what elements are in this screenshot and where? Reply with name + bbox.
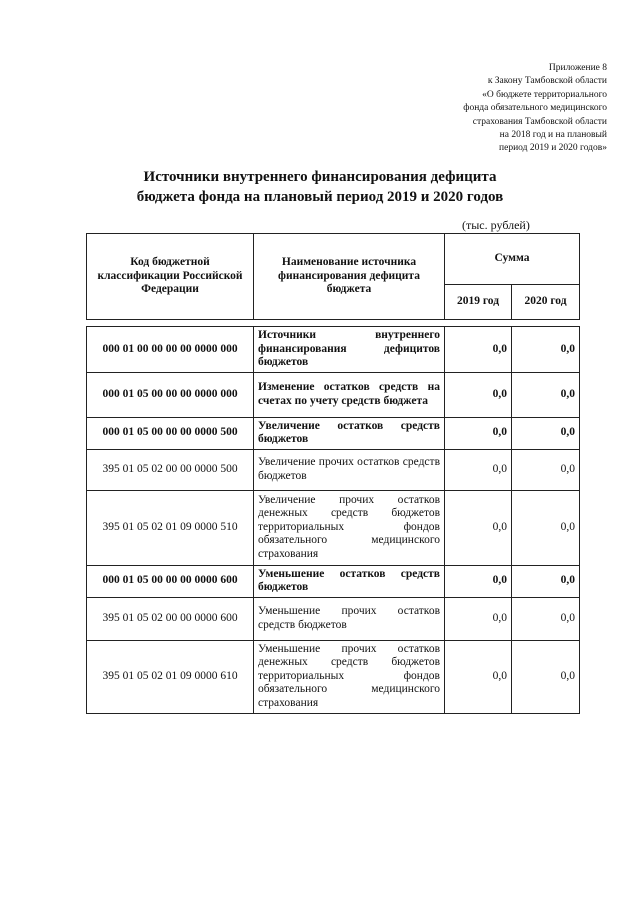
row-value-2019: 0,0 [445,640,512,713]
row-code: 000 01 05 00 00 00 0000 500 [87,417,254,449]
table-row [87,327,580,373]
appendix-line: на 2018 год и на плановый [499,130,607,141]
table-row [87,640,580,713]
header-sum: Сумма [445,234,580,285]
title-line-1: Источники внутреннего финансирования дефицита [143,169,497,185]
appendix-line: «О бюджете территориального [482,89,607,100]
row-value-2020: 0,0 [512,327,580,373]
row-value-2020: 0,0 [512,597,580,640]
table-spacer [87,320,580,327]
table-row [87,597,580,640]
table-row [87,490,580,565]
table-row [87,417,580,449]
appendix-line: период 2019 и 2020 годов» [499,143,607,154]
row-value-2019: 0,0 [445,417,512,449]
table-row [87,372,580,417]
row-code: 395 01 05 02 01 09 0000 610 [87,640,254,713]
row-value-2019: 0,0 [445,449,512,490]
table-row [87,449,580,490]
row-value-2020: 0,0 [512,449,580,490]
row-value-2019: 0,0 [445,565,512,597]
row-name: Увеличение прочих остатков денежных средств бюджетов территориальных фондов обязательного медицинского страхования [254,490,445,565]
document-title [0,167,640,207]
row-name: Увеличение остатков средств бюджетов [254,417,445,449]
appendix-line: страхования Тамбовской области [472,116,607,127]
appendix-note [397,62,607,156]
row-code: 395 01 05 02 01 09 0000 510 [87,490,254,565]
row-name: Уменьшение прочих остатков средств бюджетов [254,597,445,640]
row-name: Изменение остатков средств на счетах по учету средств бюджета [254,372,445,417]
budget-sources-table [86,233,580,714]
row-code: 395 01 05 02 00 00 0000 500 [87,449,254,490]
row-value-2020: 0,0 [512,417,580,449]
row-code: 000 01 00 00 00 00 0000 000 [87,327,254,373]
row-value-2019: 0,0 [445,490,512,565]
row-value-2020: 0,0 [512,640,580,713]
header-year-2020: 2020 год [512,284,580,319]
row-name: Уменьшение прочих остатков денежных средств бюджетов территориальных фондов обязательного медицинского страхования [254,640,445,713]
row-code: 395 01 05 02 00 00 0000 600 [87,597,254,640]
row-value-2020: 0,0 [512,372,580,417]
row-code: 000 01 05 00 00 00 0000 000 [87,372,254,417]
row-value-2019: 0,0 [445,372,512,417]
row-value-2019: 0,0 [445,327,512,373]
header-year-2019: 2019 год [445,284,512,319]
appendix-line: Приложение 8 [548,63,607,73]
row-name: Увеличение прочих остатков средств бюджетов [254,449,445,490]
row-value-2019: 0,0 [445,597,512,640]
row-value-2020: 0,0 [512,490,580,565]
header-code: Код бюджетной классификации Российской Федерации [87,234,254,320]
row-code: 000 01 05 00 00 00 0000 600 [87,565,254,597]
title-line-2: бюджета фонда на плановый период 2019 и 2020 годов [136,189,504,205]
row-name: Источники внутреннего финансирования дефицитов бюджетов [254,327,445,373]
appendix-line: к Закону Тамбовской области [487,76,607,87]
row-value-2020: 0,0 [512,565,580,597]
unit-note: (тыс. рублей) [462,218,530,232]
appendix-line: фонда обязательного медицинского [463,103,607,114]
header-name: Наименование источника финансирования дефицита бюджета [254,234,445,320]
table-row [87,565,580,597]
row-name: Уменьшение остатков средств бюджетов [254,565,445,597]
